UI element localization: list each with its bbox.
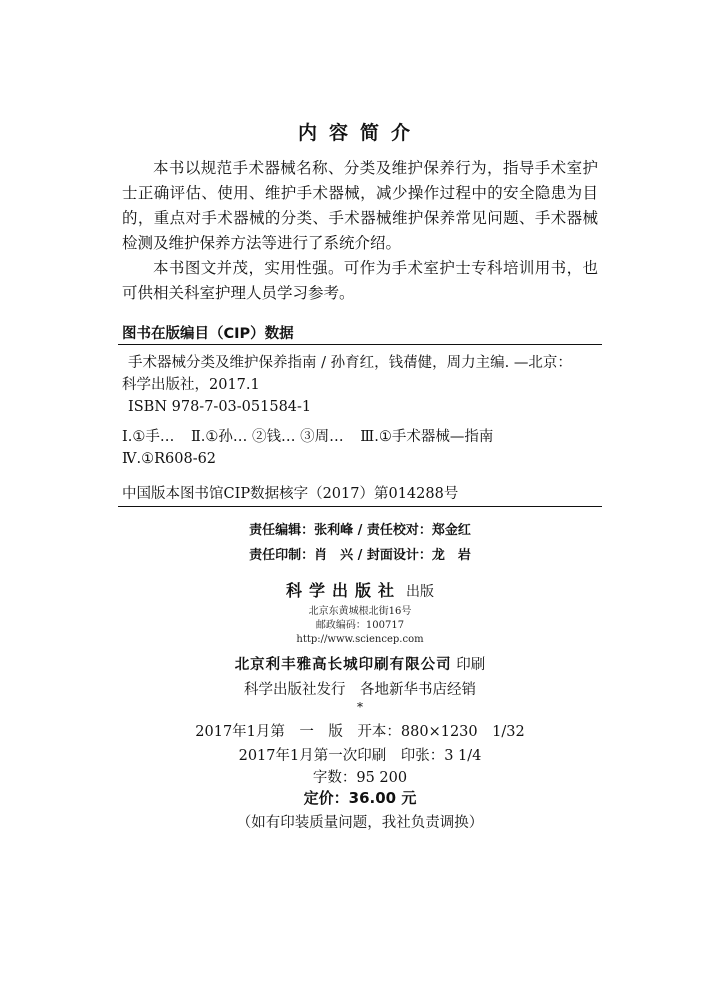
cip-entry-line-2: 科学出版社，2017.1 [122,377,260,393]
cip-heading: 图书在版编目（CIP）数据 [122,326,294,342]
cip-classification [122,426,505,470]
distribution-line: 科学出版社发行 各地新华书店经销 [244,682,476,698]
cip-class-row-1 [122,426,505,448]
printer-line [0,653,720,674]
cip-verification-number: 中国版本图书馆CIP数据核字（2017）第014288号 [122,486,459,502]
printer-name: 北京利丰雅高长城印刷有限公司 [234,656,452,673]
cip-bottom-rule [118,506,602,507]
edition-line: 2017年1月第 一 版 开本：880×1230 1/32 [195,724,525,740]
separator-star: * [357,700,363,714]
summary-paragraph-1: 本书以规范手术器械名称、分类及维护保养行为，指导手术室护士正确评估、使用、维护手术器械，减少操作过程中的安全隐患为目的，重点对手术器械的分类、手术器械维护保养常见问题、手术器械检测及维护保养方法等进行了系统介绍。 [122,159,598,252]
cip-entry [122,352,602,418]
printer-action: 印刷 [456,657,486,673]
word-count: 字数：95 200 [312,770,408,786]
price: 定价：36.00 元 [303,789,417,807]
cip-class-row-2: Ⅳ.①R608-62 [122,451,217,467]
publisher-action: 出版 [406,584,435,600]
publisher-name: 科学出版社 [285,581,401,600]
printing-line: 2017年1月第一次印刷 印张：3 1/4 [238,748,482,764]
quality-note: （如有印装质量问题，我社负责调换） [236,815,484,831]
summary-paragraph-2: 本书图文并茂，实用性强。可作为手术室护士专科培训用书，也可供相关科室护理人员学习参考。 [122,259,598,302]
cip-entry-line-1: 手术器械分类及维护保养指南 / 孙育红，钱蒨健，周力主编. —北京： [128,355,572,371]
publisher-address: 北京东黄城根北街16号 [308,606,412,617]
summary-title: 内容简介 [297,122,422,144]
publisher-line [0,578,720,601]
cip-class-item: Ⅲ.①手术器械—指南 [360,429,494,445]
cip-top-rule [118,344,602,345]
cip-class-item: Ⅱ.①孙… ②钱… ③周… [190,429,344,445]
cip-isbn: ISBN 978-7-03-051584-1 [128,399,312,415]
publisher-url: http://www.sciencep.com [296,634,424,645]
cip-class-item: Ⅰ.①手… [122,429,175,445]
editor-credits: 责任编辑：张利峰 / 责任校对：郑金红 [249,523,471,538]
production-credits: 责任印制：肖 兴 / 封面设计：龙 岩 [249,548,471,563]
publisher-zip: 邮政编码：100717 [315,620,405,631]
